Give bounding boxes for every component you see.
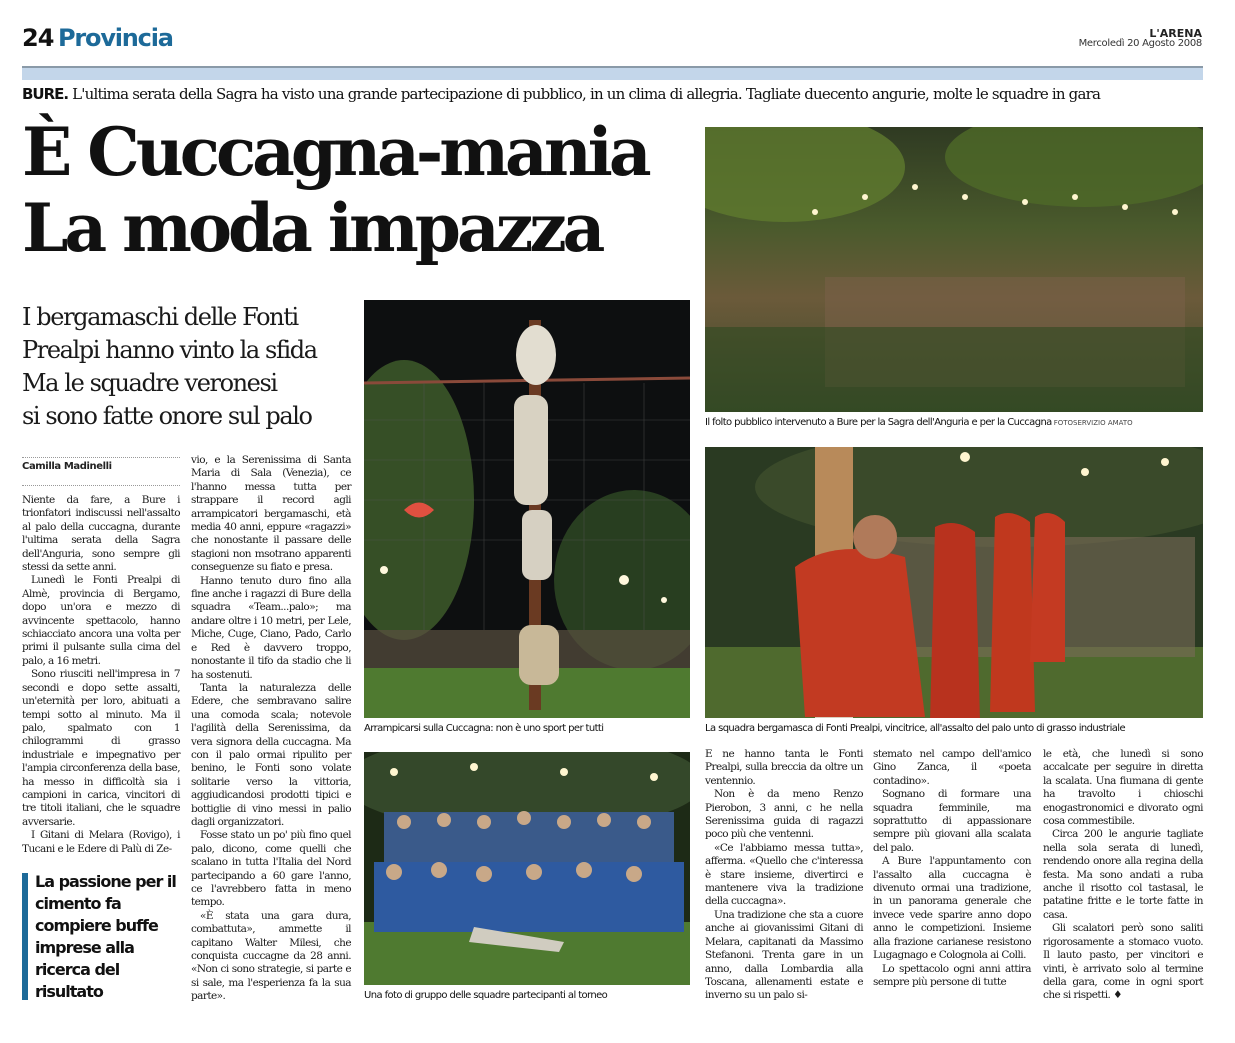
photo-crowd xyxy=(705,127,1203,412)
subhead-line: I bergamaschi delle Fonti xyxy=(22,303,298,331)
paragraph: «Ce l'abbiamo messa tutta», afferma. «Quello che c'interessa è stare insieme, divertirci e mantenere viva la tradizione della cuccagna». xyxy=(705,841,863,908)
pull-quote: La passione per il cimento fa compiere buffe imprese alla ricerca del risultato xyxy=(35,872,176,1001)
paragraph: Gli scalatori però sono saliti rigorosamente a stomaco vuoto. Il lauto pasto, per vincitori e vinti, è arrivato solo al termine della gara, come in ogni sport che si rispetti. ♦ xyxy=(1043,922,1203,1002)
photo-caption: Una foto di gruppo delle squadre partecipanti al torneo xyxy=(364,990,608,1001)
body-column-5 xyxy=(1043,748,1203,1003)
headline xyxy=(22,114,702,266)
subhead-line: si sono fatte onore sul palo xyxy=(22,402,312,430)
subhead-line: Prealpi hanno vinto la sfida xyxy=(22,336,317,364)
paragraph: E ne hanno tanta le Fonti Prealpi, sulla breccia da oltre un ventennio. xyxy=(705,748,863,787)
paragraph: Sono riusciti nell'impresa in 7 secondi e dopo sette assalti, un'eternità per loro, abituati a tempi sotto al minuto. Ma il palo, spalmato con 1 chilogrammi di grasso industriale e impegnativo per l'ampia circonferenza della base, ha messo in difficoltà sia i campioni in carica, vincitori di tre titoli italiani, che le squadre avversarie. xyxy=(22,668,180,828)
headline-line-1: È Cuccagna-mania xyxy=(22,113,648,191)
caption-text: Il folto pubblico intervenuto a Bure per la Sagra dell'Anguria e per la Cuccagna xyxy=(705,417,1052,428)
kicker xyxy=(22,85,1212,103)
subheadline xyxy=(22,301,352,433)
newspaper-name: L'ARENA xyxy=(1149,27,1202,40)
paragraph: Lunedì le Fonti Prealpi di Almè, provincia di Bergamo, dopo un'ora e mezzo di avvincente spettacolo, hanno schiacciato ancora una volta per primi il pulsante sulla cima del palo, a 16 metri. xyxy=(22,574,180,667)
paragraph: «È stata una gara dura, combattuta», ammette il capitano Walter Milesi, che conquista cuccagne da 28 anni. «Non ci sono strategie, si parte e si sale, ma l'esperienza fa la sua parte». xyxy=(191,909,351,1003)
body-column-1 xyxy=(22,494,180,856)
headline-line-2: La moda impazza xyxy=(22,189,602,267)
kicker-place: BURE. xyxy=(22,85,69,103)
paragraph: Tanta la naturalezza delle Edere, che sembravano salire una comoda scala; notevole l'agilità della Serenissima, da vera signora della cuccagna. Ma con il palo ormai ripulito per benino, le Fonti sono volate solitarie verso la vittoria, aggiudicandosi prodotti tipici e bottiglie di vino messi in palio dagli organizzatori. xyxy=(191,681,351,828)
photo-caption: La squadra bergamasca di Fonti Prealpi, vincitrice, all'assalto del palo unto di grasso industriale xyxy=(705,723,1126,734)
paragraph: stemato nel campo dell'amico Gino Zanca, il «poeta contadino». xyxy=(873,748,1031,787)
byline: Camilla Madinelli xyxy=(22,461,112,472)
section-rule-bar xyxy=(22,66,1203,80)
photo-caption xyxy=(705,417,1133,428)
body-column-2 xyxy=(191,454,351,1004)
paragraph: A Bure l'appuntamento con l'assalto alla cuccagna è divenuto ormai una tradizione, in un panorama generale che invece vede sparire anno dopo anno le competizioni. Insieme alla frazione carianese resistono Lugagnago e Colognola ai Colli. xyxy=(873,855,1031,962)
body-column-3 xyxy=(705,748,863,1003)
byline-divider xyxy=(22,485,180,486)
paragraph: Non è da meno Renzo Pierobon, 3 anni, c he nella Serenissima guida di ragazzi poco più che ventenni. xyxy=(705,788,863,841)
paragraph: Circa 200 le angurie tagliate nella sola serata di lunedì, rendendo onore alla regina della festa. Ma sono andati a ruba anche il risotto col tastasal, le patatine fritte e le torte fatte in casa. xyxy=(1043,828,1203,921)
photo-group xyxy=(364,752,690,985)
paragraph: Hanno tenuto duro fino alla fine anche i ragazzi di Bure della squadra «Team...palo»; ma andare oltre i 10 metri, per Lele, Miche, Cuge, Ciano, Pado, Carlo e Red è davvero troppo, nonostante il tifo da stadio che li ha sostenuti. xyxy=(191,574,351,681)
photo-red-team xyxy=(705,447,1203,718)
section-title: Provincia xyxy=(58,24,173,52)
paragraph: Niente da fare, a Bure i trionfatori indiscussi nell'assalto al palo della cuccagna, durante l'ultima serata della Sagra dell'Anguria, sono sempre gli stessi da sette anni. xyxy=(22,494,180,574)
photo-credit: FOTOSERVIZIO AMATO xyxy=(1053,419,1133,427)
page-number: 24 xyxy=(22,24,54,52)
body-column-4 xyxy=(873,748,1031,989)
paragraph: Lo spettacolo ogni anni attira sempre più persone di tutte xyxy=(873,962,1031,988)
photo-climbers xyxy=(364,300,690,718)
paragraph: vio, e la Serenissima di Santa Maria di Sala (Venezia), ce l'hanno messa tutta per strappare il record agli arrampicatori bergamaschi, età media 40 anni, eppure «ragazzi» che nonostante il passare delle stagioni non msotrano apparenti conseguenze su fiato e presa. xyxy=(191,454,351,574)
photo-caption: Arrampicarsi sulla Cuccagna: non è uno sport per tutti xyxy=(364,723,604,734)
paragraph: Fosse stato un po' più fino quel palo, dicono, come quelli che scalano in tutta l'Italia del Nord partecipando a 60 gare l'anno, ce l'avrebbero fatta in meno tempo. xyxy=(191,829,351,909)
pull-quote-bar xyxy=(22,873,28,1000)
subhead-line: Ma le squadre veronesi xyxy=(22,369,277,397)
paragraph: Sognano di formare una squadra femminile, ma soprattutto di appassionare sempre più giovani alla scalata del palo. xyxy=(873,788,1031,854)
paragraph: le età, che lunedì si sono accalcate per seguire in diretta la scalata. Una fiumana di gente ha travolto i chioschi enogastronomici e divorato ogni cosa commestibile. xyxy=(1043,748,1203,828)
issue-date: Mercoledì 20 Agosto 2008 xyxy=(1078,38,1202,49)
kicker-text: L'ultima serata della Sagra ha visto una grande partecipazione di pubblico, in un clima di allegria. Tagliate duecento angurie, molte le squadre in gara xyxy=(72,85,1101,103)
paragraph: I Gitani di Melara (Rovigo), i Tucani e le Edere di Palù di Ze- xyxy=(22,829,180,855)
paragraph: Una tradizione che sta a cuore anche ai giovanissimi Gitani di Melara, capitanati da Massimo Stefanoni. Trenta gare in un anno, dalla Lombardia alla Toscana, allenamenti estate e inverno su un palo si- xyxy=(705,908,863,1002)
byline-divider xyxy=(22,457,180,458)
